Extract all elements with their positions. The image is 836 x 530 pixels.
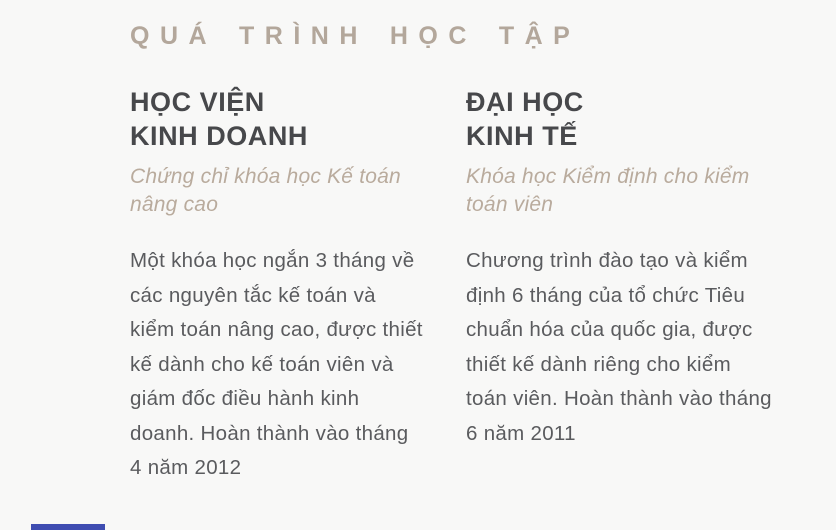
education-entry-economics-university (466, 85, 776, 451)
education-section (130, 22, 790, 486)
institution-name (466, 85, 776, 153)
course-subtitle: Khóa học Kiểm định cho kiểm toán viên (466, 165, 750, 216)
course-description: Chương trình đào tạo và kiểm định 6 tháng của tổ chức Tiêu chuẩn hóa của quốc gia, được thiết kế dành riêng cho kiểm toán viên. Hoàn thành vào tháng 6 năm 2011 (466, 249, 772, 445)
institution-line-1: HỌC VIỆN (130, 87, 265, 117)
institution-line-1: ĐẠI HỌC (466, 87, 584, 117)
section-title: QUÁ TRÌNH HỌC TẬP (130, 22, 581, 50)
course-subtitle: Chứng chỉ khóa học Kế toán nâng cao (130, 165, 401, 216)
institution-line-2: KINH DOANH (130, 121, 308, 152)
accent-bar-decoration (31, 524, 105, 530)
course-description: Một khóa học ngắn 3 tháng về các nguyên tắc kế toán và kiểm toán nâng cao, được thiết kế dành cho kế toán viên và giám đốc điều hành kinh doanh. Hoàn thành vào tháng 4 năm 2012 (130, 249, 423, 480)
education-columns (130, 85, 790, 486)
education-entry-business-academy (130, 85, 426, 486)
institution-line-2: KINH TẾ (466, 121, 578, 152)
institution-name (130, 85, 426, 153)
